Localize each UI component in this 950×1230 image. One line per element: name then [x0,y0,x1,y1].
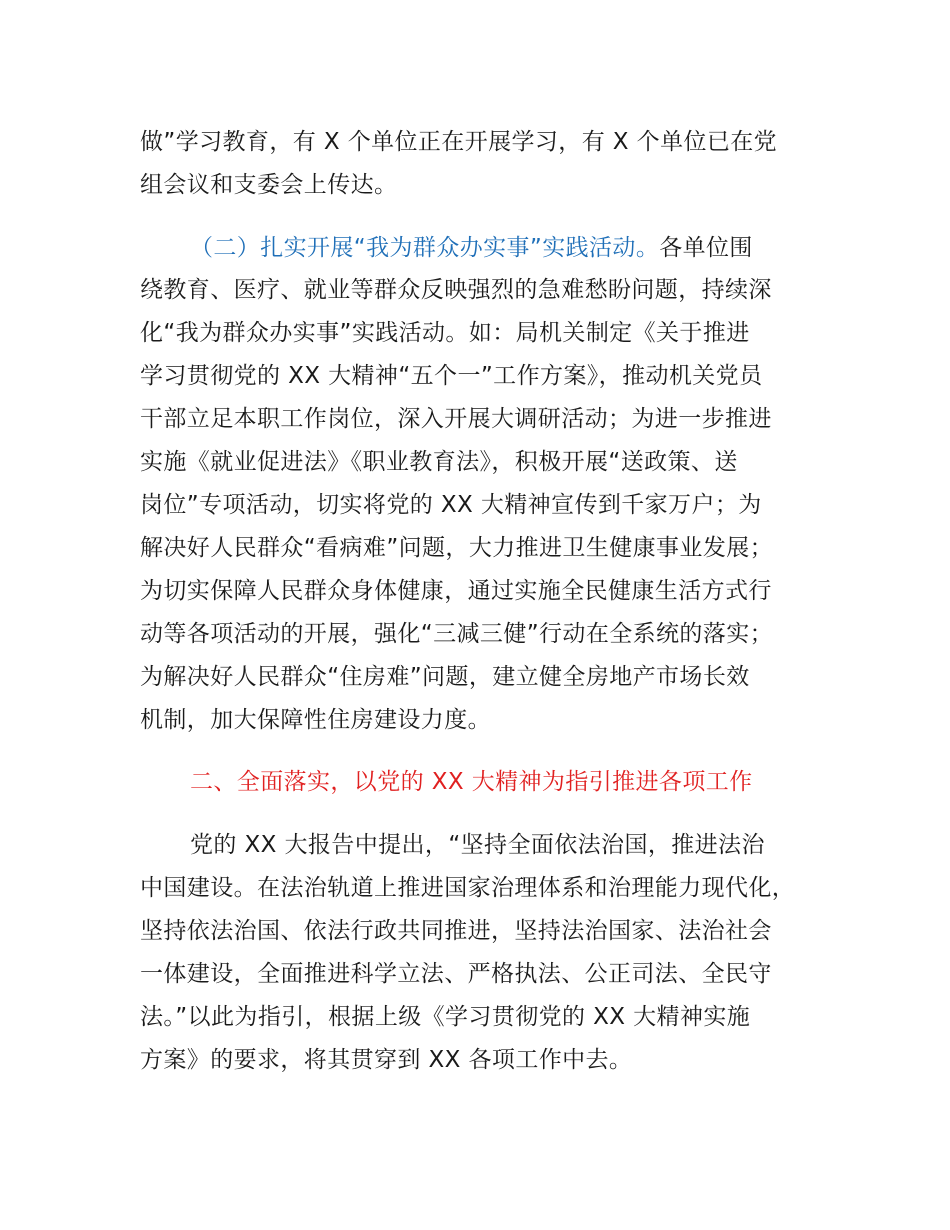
section-two-first-line [190,233,753,263]
paragraph-line: 方案》的要求，将其贯穿到 XX 各项工作中去。 [140,1047,633,1073]
paragraph-line: 岗位”专项活动，切实将党的 XX 大精神宣传到千家万户；为 [140,492,762,518]
paragraph-line: 坚持依法治国、依法行政共同推进，坚持法治国家、法治社会 [140,918,772,944]
paragraph-line: 实施《就业促进法》《职业教育法》，积极开展“送政策、送 [140,449,738,475]
paragraph-line: 法。”以此为指引，根据上级《学习贯彻党的 XX 大精神实施 [140,1004,751,1030]
paragraph-line: 机制，加大保障性住房建设力度。 [140,707,491,733]
paragraph-line: 为切实保障人民群众身体健康，通过实施全民健康生活方式行 [140,578,772,604]
paragraph-line: 党的 XX 大报告中提出，“坚持全面依法治国，推进法治 [190,832,765,858]
paragraph-line: 中国建设。在法治轨道上推进国家治理体系和治理能力现代化， [140,875,796,901]
paragraph-line: 化“我为群众办实事”实践活动。如：局机关制定《关于推进 [140,320,750,346]
paragraph-line: 做”学习教育，有 X 个单位正在开展学习，有 X 个单位已在党 [140,129,778,155]
section-two-first-line-rest: 各单位围 [659,235,753,261]
section-heading-two: 二、全面落实，以党的 XX 大精神为指引推进各项工作 [190,769,753,795]
paragraph-line: 动等各项活动的开展，强化“三减三健”行动在全系统的落实； [140,621,774,647]
paragraph-line: 组会议和支委会上传达。 [140,172,398,198]
paragraph-line: 解决好人民群众“看病难”问题，大力推进卫生健康事业发展； [140,535,774,561]
paragraph-line: 为解决好人民群众“住房难”问题，建立健全房地产市场长效 [140,664,750,690]
section-two-heading: （二）扎实开展“我为群众办实事”实践活动。 [190,235,660,261]
paragraph-line: 学习贯彻党的 XX 大精神“五个一”工作方案》，推动机关党员 [140,363,763,389]
paragraph-line: 一体建设，全面推进科学立法、严格执法、公正司法、全民守 [140,961,772,987]
paragraph-line: 干部立足本职工作岗位，深入开展大调研活动；为进一步推进 [140,406,772,432]
paragraph-line: 绕教育、医疗、就业等群众反映强烈的急难愁盼问题，持续深 [140,277,772,303]
